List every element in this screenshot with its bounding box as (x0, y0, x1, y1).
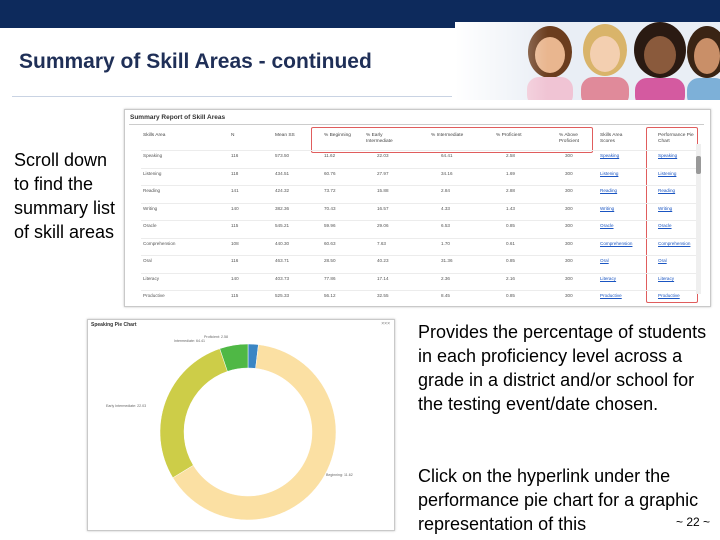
header-intermediate: % Intermediate (431, 133, 464, 138)
page-number: ~ 22 ~ (676, 515, 711, 529)
table-cell-mean: 382.36 (275, 205, 290, 211)
children-photo (455, 22, 720, 100)
table-cell-n: 115 (231, 223, 239, 228)
table-cell-inter: 34.16 (441, 170, 453, 176)
table-cell-above: 300 (565, 205, 573, 211)
report-divider (129, 124, 704, 125)
table-cell-beg: 59.96 (324, 223, 336, 228)
table-cell-area: Reading (143, 188, 161, 193)
table-cell-early: 32.55 (377, 293, 389, 298)
table-row-divider (141, 150, 701, 151)
description-paragraph: Provides the percentage of students in each proficiency level across a grade in a district and/or school for the testing event/date chosen. (418, 322, 707, 414)
table-cell-inter: 2.84 (441, 188, 450, 193)
skills-area-scores-link[interactable]: Productive (600, 293, 622, 298)
table-cell-inter: 6.53 (441, 223, 450, 228)
header-above-proficient: % Above Proficient (559, 133, 579, 144)
table-cell-early: 7.63 (377, 240, 386, 246)
performance-pie-chart-link[interactable]: Writing (658, 205, 673, 211)
table-cell-early: 16.57 (377, 205, 389, 211)
performance-pie-chart-link[interactable]: Listening (658, 170, 677, 176)
table-cell-above: 300 (565, 293, 573, 298)
table-cell-mean: 525.33 (275, 293, 290, 298)
report-title: Summary Report of Skill Areas (130, 114, 226, 121)
table-row-divider (141, 238, 701, 239)
performance-pie-chart-link[interactable]: Oral (658, 258, 667, 263)
table-cell-early: 40.23 (377, 258, 389, 263)
table-cell-early: 17.14 (377, 275, 389, 281)
table-cell-above: 300 (565, 275, 573, 281)
table-cell-inter: 1.70 (441, 240, 450, 246)
skills-area-scores-link[interactable]: Writing (600, 205, 615, 211)
table-cell-early: 22.03 (377, 153, 389, 158)
header-skills-area-scores: Skills Area Scores (600, 133, 623, 144)
table-cell-prof: 0.85 (506, 258, 515, 263)
header-beginning: % Beginning (324, 133, 351, 138)
pie-slice-label: Early Intermediate: 22.03 (106, 404, 147, 408)
table-cell-inter: 31.36 (441, 258, 453, 263)
performance-pie-chart-link[interactable]: Productive (658, 293, 680, 298)
table-cell-prof: 0.85 (506, 223, 515, 228)
skills-area-scores-link[interactable]: Reading (600, 188, 618, 193)
table-cell-above: 300 (565, 170, 573, 176)
table-cell-mean: 424.32 (275, 188, 290, 193)
table-cell-area: Literacy (143, 275, 160, 281)
table-cell-inter: 4.33 (441, 205, 450, 211)
skills-area-scores-link[interactable]: Comprehension (600, 240, 633, 246)
table-cell-beg: 70.43 (324, 205, 336, 211)
table-cell-n: 140 (231, 275, 239, 281)
table-cell-prof: 1.43 (506, 205, 515, 211)
table-cell-mean: 545.21 (275, 223, 290, 228)
donut-chart (88, 320, 394, 530)
table-row-divider (141, 255, 701, 256)
skills-area-scores-link[interactable]: Speaking (600, 153, 620, 158)
table-cell-inter: 2.36 (441, 275, 450, 281)
skills-area-scores-link[interactable]: Oracle (600, 223, 614, 228)
table-cell-prof: 2.58 (506, 153, 515, 158)
table-row-divider (141, 185, 701, 186)
pie-chart-title: Speaking Pie Chart (91, 322, 137, 328)
table-cell-prof: 0.85 (506, 293, 515, 298)
performance-pie-chart-link[interactable]: Oracle (658, 223, 672, 228)
table-cell-above: 300 (565, 153, 573, 158)
table-cell-area: Speaking (143, 153, 163, 158)
close-icon[interactable]: ××× (381, 321, 390, 327)
header-proficient: % Proficient (496, 133, 522, 138)
table-cell-prof: 2.88 (506, 188, 515, 193)
table-cell-mean: 440.30 (275, 240, 290, 246)
pie-chart-panel (87, 319, 395, 531)
table-cell-n: 140 (231, 205, 239, 211)
table-cell-mean: 434.51 (275, 170, 290, 176)
table-cell-beg: 60.76 (324, 170, 336, 176)
skills-area-scores-link[interactable]: Listening (600, 170, 619, 176)
skills-area-scores-link[interactable]: Literacy (600, 275, 617, 281)
table-cell-area: Oracle (143, 223, 157, 228)
table-cell-early: 15.88 (377, 188, 389, 193)
table-cell-early: 27.97 (377, 170, 389, 176)
table-cell-beg: 77.86 (324, 275, 336, 281)
table-cell-n: 116 (231, 258, 239, 263)
slide-title: Summary of Skill Areas - continued (19, 50, 372, 73)
table-row-divider (141, 203, 701, 204)
table-cell-beg: 11.62 (324, 153, 336, 158)
table-cell-above: 300 (565, 240, 573, 246)
performance-pie-chart-link[interactable]: Speaking (658, 153, 678, 158)
table-cell-inter: 64.41 (441, 153, 453, 158)
table-cell-area: Productive (143, 293, 165, 298)
pie-slice-label: Intermediate: 64.41 (174, 339, 205, 343)
pie-slice-label: Beginning: 11.62 (326, 473, 353, 477)
table-cell-mean: 463.71 (275, 258, 290, 263)
pie-slice-label: Proficient: 2.58 (204, 335, 228, 339)
header-early-intermediate: % Early Intermediate (366, 133, 393, 144)
table-row-divider (141, 273, 701, 274)
table-cell-beg: 56.12 (324, 293, 336, 298)
pie-slice-early-intermediate (160, 349, 227, 478)
table-cell-prof: 0.61 (506, 240, 515, 246)
title-divider (12, 96, 452, 97)
table-cell-prof: 2.16 (506, 275, 515, 281)
hyperlink-instruction: Click on the hyperlink under the performance pie chart for a graphic representation of this (418, 466, 699, 534)
skills-area-scores-link[interactable]: Oral (600, 258, 609, 263)
table-cell-n: 116 (231, 153, 239, 158)
table-cell-area: Oral (143, 258, 152, 263)
table-cell-early: 29.06 (377, 223, 389, 228)
table-cell-beg: 73.72 (324, 188, 336, 193)
table-cell-area: Listening (143, 170, 162, 176)
table-row-divider (141, 220, 701, 221)
table-cell-beg: 28.50 (324, 258, 336, 263)
table-cell-prof: 1.69 (506, 170, 515, 176)
performance-pie-chart-link[interactable]: Reading (658, 188, 676, 193)
table-cell-beg: 60.63 (324, 240, 336, 246)
table-cell-n: 108 (231, 240, 239, 246)
table-cell-area: Comprehension (143, 240, 176, 246)
table-cell-n: 141 (231, 188, 239, 193)
performance-pie-chart-link[interactable]: Comprehension (658, 240, 691, 246)
table-cell-mean: 403.73 (275, 275, 290, 281)
scroll-instruction: Scroll down to find the summary list of skill areas (14, 150, 116, 242)
summary-report-panel (124, 109, 711, 307)
table-cell-n: 118 (231, 170, 239, 176)
table-row-divider (141, 168, 701, 169)
header-mean-ss: Mean SS (275, 133, 295, 138)
table-cell-above: 300 (565, 258, 573, 263)
table-cell-mean: 573.50 (275, 153, 290, 158)
table-cell-n: 115 (231, 293, 239, 298)
table-cell-above: 300 (565, 188, 573, 193)
table-cell-area: Writing (143, 205, 158, 211)
header-skills-area: Skills Area (143, 133, 166, 138)
table-cell-inter: 8.45 (441, 293, 450, 298)
header-performance-pie-chart: Performance Pie Chart (658, 133, 694, 144)
header-n: N (231, 133, 235, 138)
performance-pie-chart-link[interactable]: Literacy (658, 275, 675, 281)
table-cell-above: 300 (565, 223, 573, 228)
table-row-divider (141, 290, 701, 291)
table-scrollbar-thumb[interactable] (696, 156, 701, 174)
